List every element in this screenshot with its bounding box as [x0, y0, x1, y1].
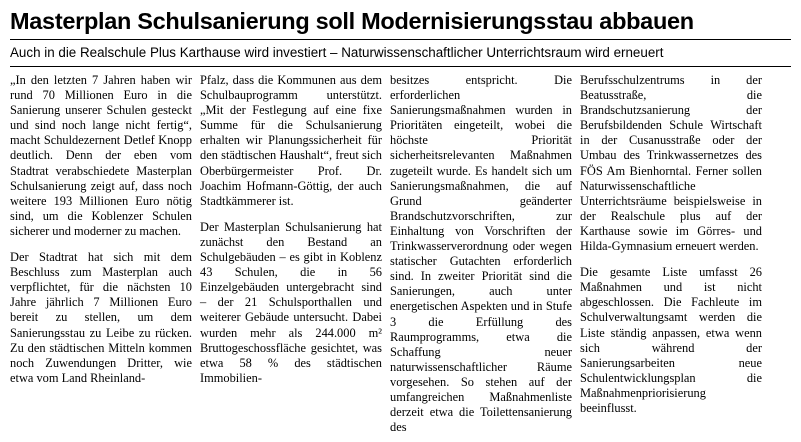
- article-columns: [10, 73, 791, 435]
- paragraph: Pfalz, dass die Kommunen aus dem Schulbauprogramm unterstützt. „Mit der Festlegung auf eine fixe Summe für die Schulsanierung erhalten wir Planungssicherheit für den städtischen Haushalt“, freut sich Oberbürgermeister Prof. Dr. Joachim Hofmann-Göttig, der auch Stadtkämmerer ist.: [200, 73, 382, 208]
- paragraph: besitzes entspricht. Die erforderlichen Sanierungsmaßnahmen wurden in Prioritäten eingeteilt, wobei die höchste Priorität sicherheitsrelevanten Maßnahmen zugeteilt wurde. Es handelt sich um Sanierungsmaßnahmen, die auf Grund geänderter Brandschutzvorschriften, zur Einhaltung von Vorschriften der Trinkwasserverordnung oder wegen statischer Gutachten erforderlich sind. In zweiter Priorität sind die Sanierungen, auch unter energetischen Aspekten und in Stufe 3 die Erfüllung des Raumprogramms, etwa die Schaffung neuer naturwissenschaftlicher Räume vorgesehen. So stehen auf der umfangreichen Maßnahmenliste derzeit etwa die Toilettensanierung des: [390, 73, 572, 435]
- paragraph: Der Masterplan Schulsanierung hat zunächst den Bestand an Schulgebäuden – es gibt in Koblenz 43 Schulen, die in 56 Einzelgebäuden untergebracht sind – der 21 Schulsporthallen und weiterer Gebäude untersucht. Dabei wurden mehr als 244.000 m² Bruttogeschossfläche gesichtet, was etwa 58 % des städtischen Immobilien-: [200, 219, 382, 385]
- divider-top: [10, 39, 791, 40]
- article-subhead: Auch in die Realschule Plus Karthause wird investiert – Naturwissenschaftlicher Unterrichtsraum wird erneuert: [10, 45, 664, 60]
- article-column-2: [200, 73, 390, 386]
- article-column-4: [580, 73, 770, 416]
- divider-below-subhead: [10, 66, 791, 67]
- paragraph: Der Stadtrat hat sich mit dem Beschluss zum Masterplan auch verpflichtet, für die nächsten 10 Jahre jährlich 7 Millionen Euro bereit zu stellen, um dem Sanierungsstau zu Leibe zu rücken. Zu den städtischen Mitteln kommen noch Zuwendungen Dritter, wie etwa vom Land Rheinland-: [10, 250, 192, 385]
- article-column-1: [10, 73, 200, 386]
- paragraph: Berufsschulzentrums in der Beatusstraße, die Brandschutzsanierung der Berufsbildenden Schule Wirtschaft in der Cusanusstraße oder der Umbau des Trinkwassernetzes des FÖS Am Bienhorntal. Ferner sollen Naturwissenschaftliche Unterrichtsräume beispielsweise in der Realschule plus auf der Karthause sowie im Görres- und Hilda-Gymnasium erneuert werden.: [580, 73, 762, 254]
- paragraph: „In den letzten 7 Jahren haben wir rund 70 Millionen Euro in die Sanierung unserer Schulen gesteckt und sind noch lange nicht fertig“, macht Schuldezernent Detlef Knopp deutlich. Denn der eben vom Stadtrat verabschiedete Masterplan Schulsanierung zeigt auf, dass noch weitere 193 Millionen Euro nötig sind, um die Koblenzer Schulen sicherer und moderner zu machen.: [10, 73, 192, 238]
- page-title: Masterplan Schulsanierung soll Modernisierungsstau abbauen: [10, 8, 694, 34]
- article-column-3: [390, 73, 580, 435]
- paragraph: Die gesamte Liste umfasst 26 Maßnahmen und ist nicht abgeschlossen. Die Fachleute im Schulverwaltungsamt werden die Liste ständig anpassen, etwa wenn sich während der Sanierungsarbeiten neue Schulentwicklungsplan die Maßnahmenpriorisierung beeinflusst.: [580, 265, 762, 415]
